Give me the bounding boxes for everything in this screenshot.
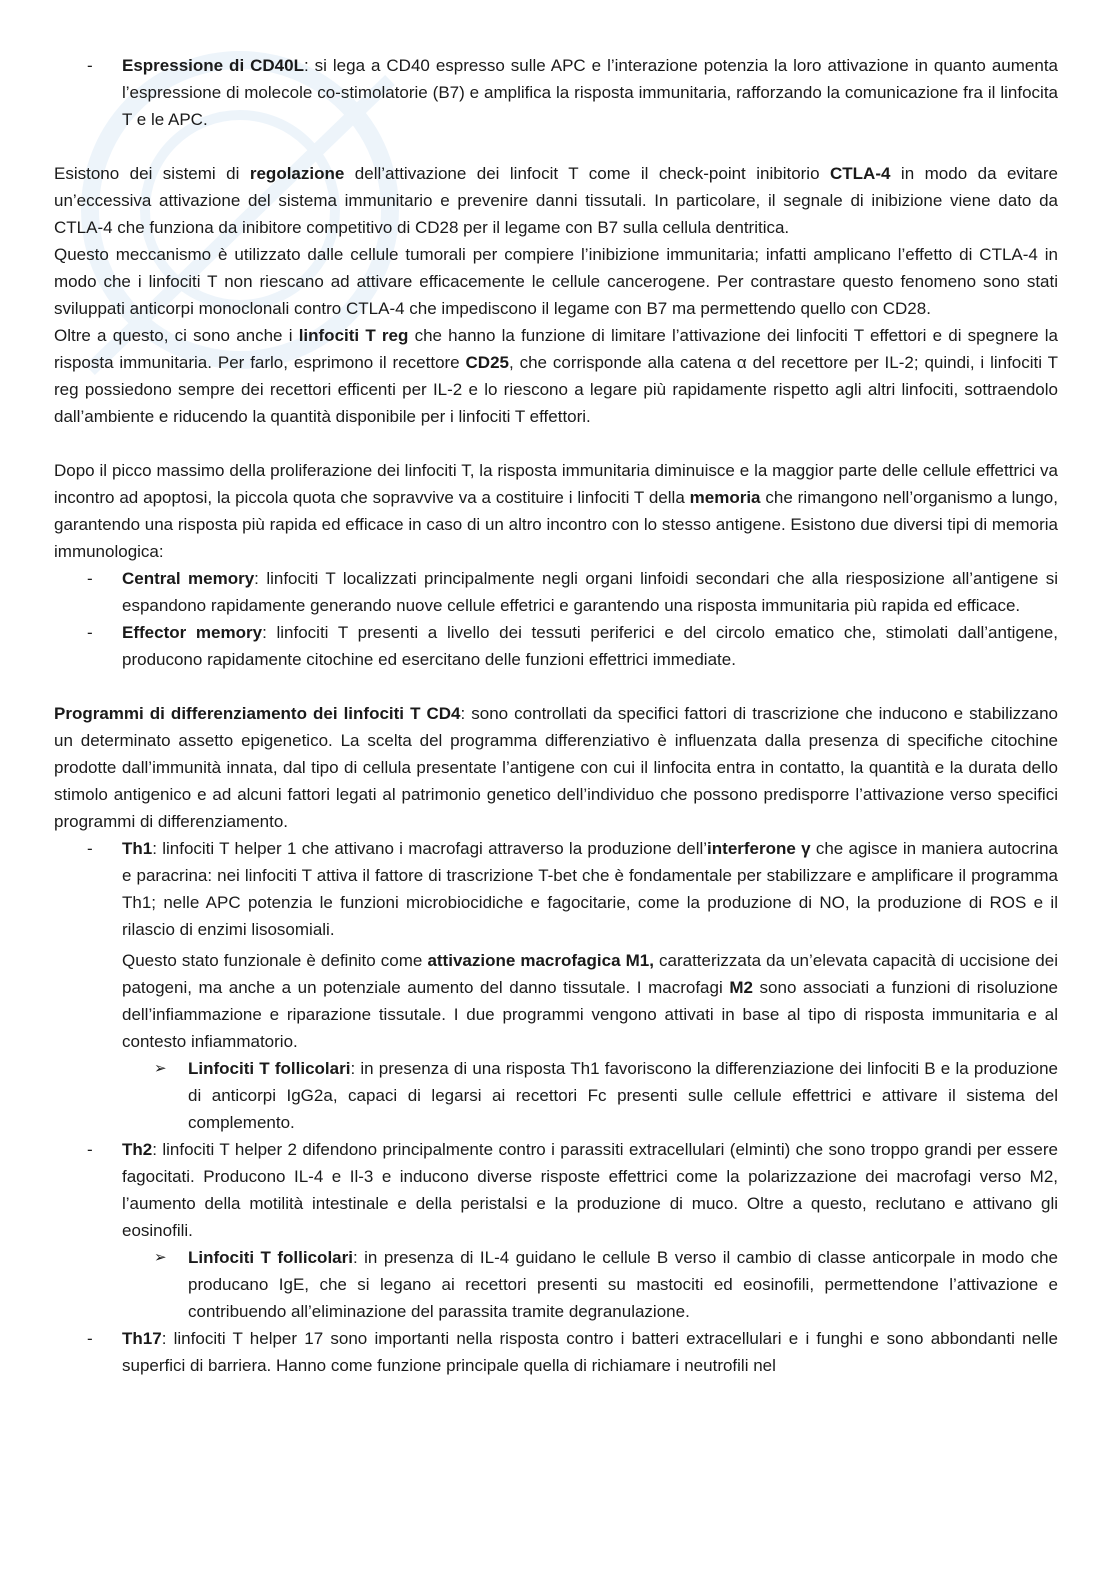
th1-p2-text-3: sono associati a funzioni di risoluzione dell’infiammazione e riparazione tissutale. I due programmi vengono attivati in base al tipo di risposta immunitaria e al contesto infiammatorio. xyxy=(122,978,1059,1051)
term-th1: Th1 xyxy=(122,839,153,858)
term-effector-memory: Effector memory xyxy=(122,623,263,642)
treg-text-2: che hanno la funzione di limitare l’attivazione dei linfociti T effettori e di spegnere la risposta immunitaria. Per farlo, esprimono il recettore xyxy=(54,326,1058,372)
text-central-memory: : linfociti T localizzati principalmente negli organi linfoidi secondari che alla riesposizione all’antigene si espandono rapidamente generando nuove cellule effetrici e garantendo una risposta immunitaria più rapida ed efficace. xyxy=(122,569,1058,615)
treg-bold-2: CD25 xyxy=(465,353,509,372)
regulation-text-2: dell’attivazione dei linfocit T come il check-point inibitorio xyxy=(344,164,831,183)
treg-text-1: Oltre a questo, ci sono anche i xyxy=(54,326,299,345)
text-th2: : linfociti T helper 2 difendono principalmente contro i parassiti extracellulari (elminti) che sono troppo grandi per essere fagocitati. Producono IL-4 e Il-3 e inducono diverse risposte effettrici come la polarizzazione dei macrofagi verso M2, l’aumento della motilità intestinale e della peristalsi e la produzione di muco. Oltre a questo, reclutano e attivano gli eosinofili. xyxy=(122,1140,1058,1240)
paragraph-programs xyxy=(54,700,1058,835)
regulation-bold-2: CTLA-4 xyxy=(830,164,891,183)
list-item-cd40l xyxy=(54,52,1058,133)
dash-bullet: - xyxy=(87,623,93,642)
th1-p2-bold-2: M2 xyxy=(729,978,753,997)
memory-text-2: che rimangono nell’organismo a lungo, garantendo una risposta più rapida ed efficace in caso di un altro incontro con lo stesso antigene. Esistono due diversi tipi di memoria immunologica: xyxy=(54,488,1058,561)
memory-bold-1: memoria xyxy=(689,488,761,507)
arrow-bullet-icon: ➢ xyxy=(154,1249,167,1266)
list-item-th2 xyxy=(54,1136,1058,1244)
dash-bullet: - xyxy=(87,1329,93,1348)
treg-text-3: , che corrisponde alla catena α del recettore per IL-2; quindi, i linfociti T reg possiedono sempre dei recettori efficenti per IL-2 e lo riescono a legare più rapidamente rispetto agli altri linfociti, sottraendolo dall’ambiente e riducendo la quantità disponibile per i linfociti T effettori. xyxy=(54,353,1058,426)
paragraph-th1-m1 xyxy=(54,947,1058,1055)
dash-bullet: - xyxy=(87,1140,93,1159)
dash-bullet: - xyxy=(87,569,93,588)
term-th2-follicular: Linfociti T follicolari xyxy=(188,1248,353,1267)
text-th2-follicular: : in presenza di IL-4 guidano le cellule B verso il cambio di classe anticorpale in modo che producano IgE, che si legano ai recettori presenti su mastociti ed eosinofili, permettendone l’attivazione e contribuendo all’eliminazione del parassita tramite degranulazione. xyxy=(188,1248,1059,1321)
term-th17: Th17 xyxy=(122,1329,162,1348)
dash-bullet: - xyxy=(87,56,93,75)
list-item-th17 xyxy=(54,1325,1058,1379)
programs-bold-1: Programmi di differenziamento dei linfociti T CD4 xyxy=(54,704,461,723)
th1-text-1: : linfociti T helper 1 che attivano i macrofagi attraverso la produzione dell’ xyxy=(152,839,708,858)
th1-bold-1: interferone γ xyxy=(707,839,811,858)
list-item-effector-memory xyxy=(54,619,1058,673)
term-central-memory: Central memory xyxy=(122,569,255,588)
paragraph-tumor: Questo meccanismo è utilizzato dalle cellule tumorali per compiere l’inibizione immunitaria; infatti amplicano l’effetto di CTLA-4 in modo che i linfociti T non riescano ad attivare efficacemente le cellule cancerogene. Per contrastare questo fenomeno sono stati sviluppati anticorpi monoclonali contro CTLA-4 che impediscono il legame con B7 ma permettendo quello con CD28. xyxy=(54,245,1058,318)
document-page xyxy=(54,52,1058,1379)
paragraph-regulation xyxy=(54,160,1058,241)
memory-text-1: Dopo il picco massimo della proliferazione dei linfociti T, la risposta immunitaria diminuisce e la maggior parte delle cellule effettrici va incontro ad apoptosi, la piccola quota che sopravvive va a costituire i linfociti T della xyxy=(54,461,1058,507)
th1-p2-text-1: Questo stato funzionale è definito come xyxy=(122,951,428,970)
list-item-th1 xyxy=(54,835,1058,943)
th1-text-2: che agisce in maniera autocrina e paracrina: nei linfociti T attiva il fattore di trascrizione T-bet che è fondamentale per stabilizzare e amplificare il programma Th1; nelle APC potenzia le funzioni microbiocidiche e fagocitarie, come la produzione di NO, la produzione di ROS e il rilascio di enzimi lisosomiali. xyxy=(122,839,1058,939)
term-cd40l: Espressione di CD40L xyxy=(122,56,304,75)
paragraph-memory xyxy=(54,457,1058,565)
text-th1-follicular: : in presenza di una risposta Th1 favoriscono la differenziazione dei linfociti B e la produzione di anticorpi IgG2a, capaci di legarsi ai recettori Fc presenti sulle cellule effettrici e attivare il sistema del complemento. xyxy=(188,1059,1058,1132)
arrow-bullet-icon: ➢ xyxy=(154,1060,167,1077)
text-effector-memory: : linfociti T presenti a livello dei tessuti periferici e del circolo ematico che, stimolati dall’antigene, producono rapidamente citochine ed esercitano delle funzioni effettrici immediate. xyxy=(122,623,1058,669)
list-item-central-memory xyxy=(54,565,1058,619)
dash-bullet: - xyxy=(87,839,93,858)
th1-p2-text-2: caratterizzata da un’elevata capacità di uccisione dei patogeni, ma anche a un potenziale aumento del danno tissutale. I macrofagi xyxy=(122,951,1058,997)
term-th1-follicular: Linfociti T follicolari xyxy=(188,1059,351,1078)
text-cd40l: : si lega a CD40 espresso sulle APC e l’interazione potenzia la loro attivazione in quanto aumenta l’espressione di molecole co-stimolatorie (B7) e amplifica la risposta immunitaria, rafforzando la comunicazione fra il linfocita T e le APC. xyxy=(122,56,1058,129)
sub-item-th1-follicular xyxy=(54,1055,1058,1136)
regulation-bold-1: regolazione xyxy=(249,164,345,183)
paragraph-treg xyxy=(54,322,1058,430)
th1-p2-bold-1: attivazione macrofagica M1, xyxy=(427,951,654,970)
treg-bold-1: linfociti T reg xyxy=(298,326,409,345)
regulation-text-1: Esistono dei sistemi di xyxy=(54,164,250,183)
regulation-text-3: in modo da evitare un’eccessiva attivazione del sistema immunitario e prevenire danni tissutali. In particolare, il segnale di inibizione viene dato da CTLA-4 che funziona da inibitore competitivo di CD28 per il legame con B7 sulla cellula dentritica. xyxy=(54,164,1059,237)
sub-item-th2-follicular xyxy=(54,1244,1058,1325)
programs-text-1: : sono controllati da specifici fattori di trascrizione che inducono e stabilizzano un determinato assetto epigenetico. La scelta del programma differenziativo è influenzata dalla presenza di specifiche citochine prodotte dall’immunità innata, dal tipo di cellula presentate l’antigene con cui il linfocita entra in contatto, la quantità e la durata dello stimolo antigenico e ad alcuni fattori legati al patrimonio genetico dell’individuo che possono predisporre l’attivazione verso specifici programmi di differenziamento. xyxy=(54,704,1058,831)
text-th17: : linfociti T helper 17 sono importanti nella risposta contro i batteri extracellulari e i funghi e sono abbondanti nelle superfici di barriera. Hanno come funzione principale quella di richiamare i neutrofili nel xyxy=(122,1329,1058,1375)
term-th2: Th2 xyxy=(122,1140,153,1159)
